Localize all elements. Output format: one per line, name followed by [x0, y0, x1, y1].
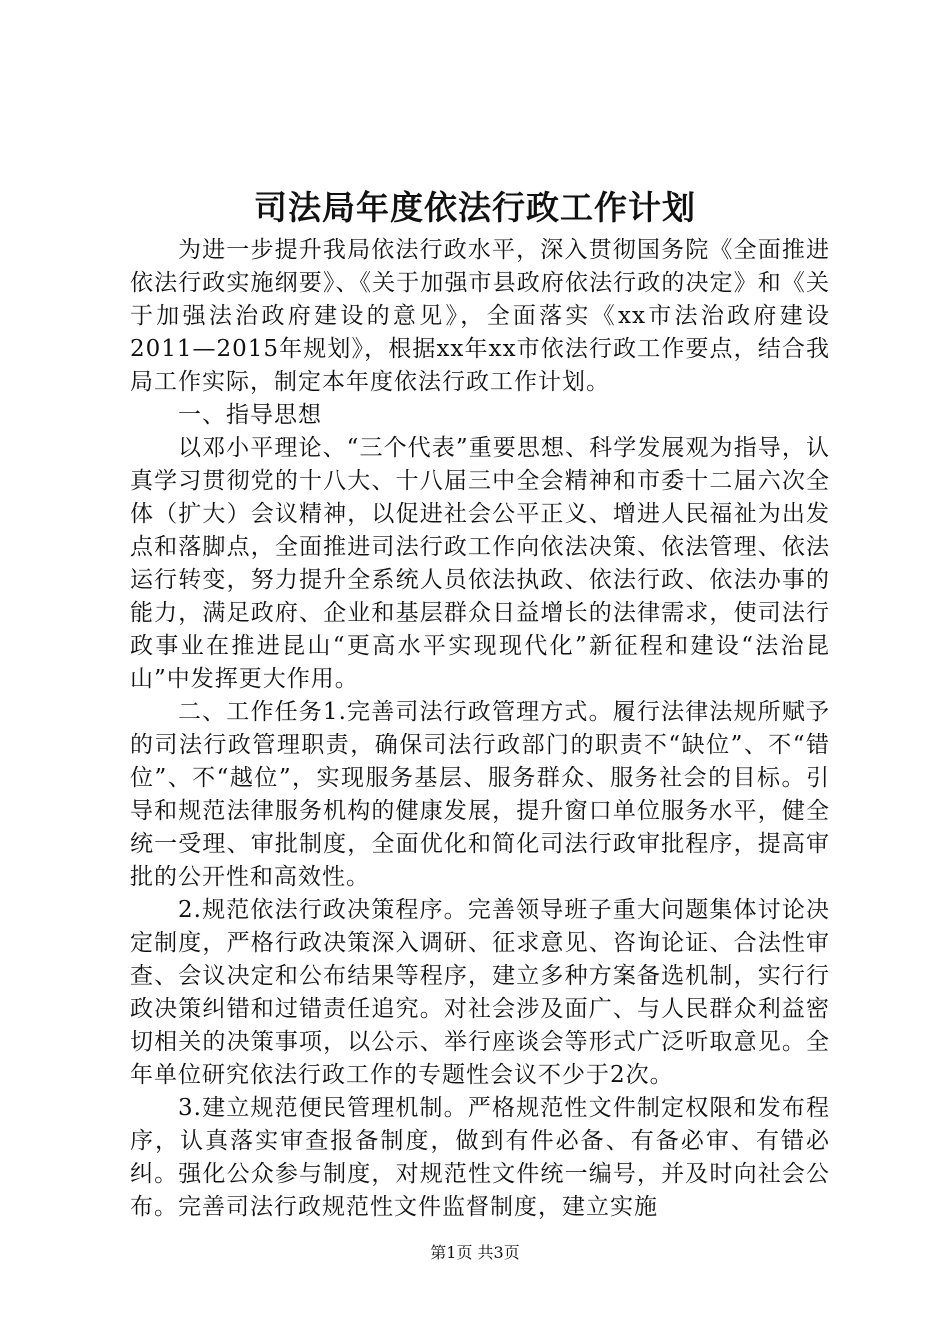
paragraph-task-1: 二、工作任务1.完善司法行政管理方式。履行法律法规所赋予的司法行政管理职责，确保司法行政部门的职责不“缺位”、不“错位”、不“越位”，实现服务基层、服务群众、服务社会的目标。引导和规范法律服务机构的健康发展，提升窗口单位服务水平，健全统一受理、审批制度，全面优化和简化司法行政审批程序，提高审批的公开性和高效性。 — [130, 699, 830, 890]
page-number-footer: 第1页 共3页 — [430, 1243, 520, 1262]
paragraph-task-3: 3.建立规范便民管理机制。严格规范性文件制定权限和发布程序，认真落实审查报备制度，做到有件必备、有备必审、有错必纠。强化公众参与制度，对规范性文件统一编号，并及时向社会公布。完善司法行政规范性文件监督制度，建立实施 — [130, 1095, 830, 1220]
paragraph-task-2: 2.规范依法行政决策程序。完善领导班子重大问题集体讨论决定制度，严格行政决策深入调研、征求意见、咨询论证、合法性审查、会议决定和公布结果等程序，建立多种方案备选机制，实行行政决策纠错和过错责任追究。对社会涉及面广、与人民群众利益密切相关的决策事项，以公示、举行座谈会等形式广泛听取意见。全年单位研究依法行政工作的专题性会议不少于2次。 — [130, 897, 830, 1088]
paragraph-guiding-ideology: 以邓小平理论、“三个代表”重要思想、科学发展观为指导，认真学习贯彻党的十八大、十八届三中全会精神和市委十二届六次全体（扩大）会议精神，以促进社会公平正义、增进人民福祉为出发点和落脚点，全面推进司法行政工作向依法决策、依法管理、依法运行转变，努力提升全系统人员依法执政、依法行政、依法办事的能力，满足政府、企业和基层群众日益增长的法律需求，使司法行政事业在推进昆山“更高水平实现现代化”新征程和建设“法治昆山”中发挥更大作用。 — [130, 435, 830, 692]
document-body — [130, 234, 830, 1224]
paragraph-intro: 为进一步提升我局依法行政水平，深入贯彻国务院《全面推进依法行政实施纲要》、《关于加强市县政府依法行政的决定》和《关于加强法治政府建设的意见》，全面落实《xx市法治政府建设2011—2015年规划》，根据xx年xx市依法行政工作要点，结合我局工作实际，制定本年度依法行政工作计划。 — [130, 237, 830, 395]
section-heading-guiding-ideology: 一、指导思想 — [178, 402, 322, 428]
document-title: 司法局年度依法行政工作计划 — [254, 188, 696, 227]
